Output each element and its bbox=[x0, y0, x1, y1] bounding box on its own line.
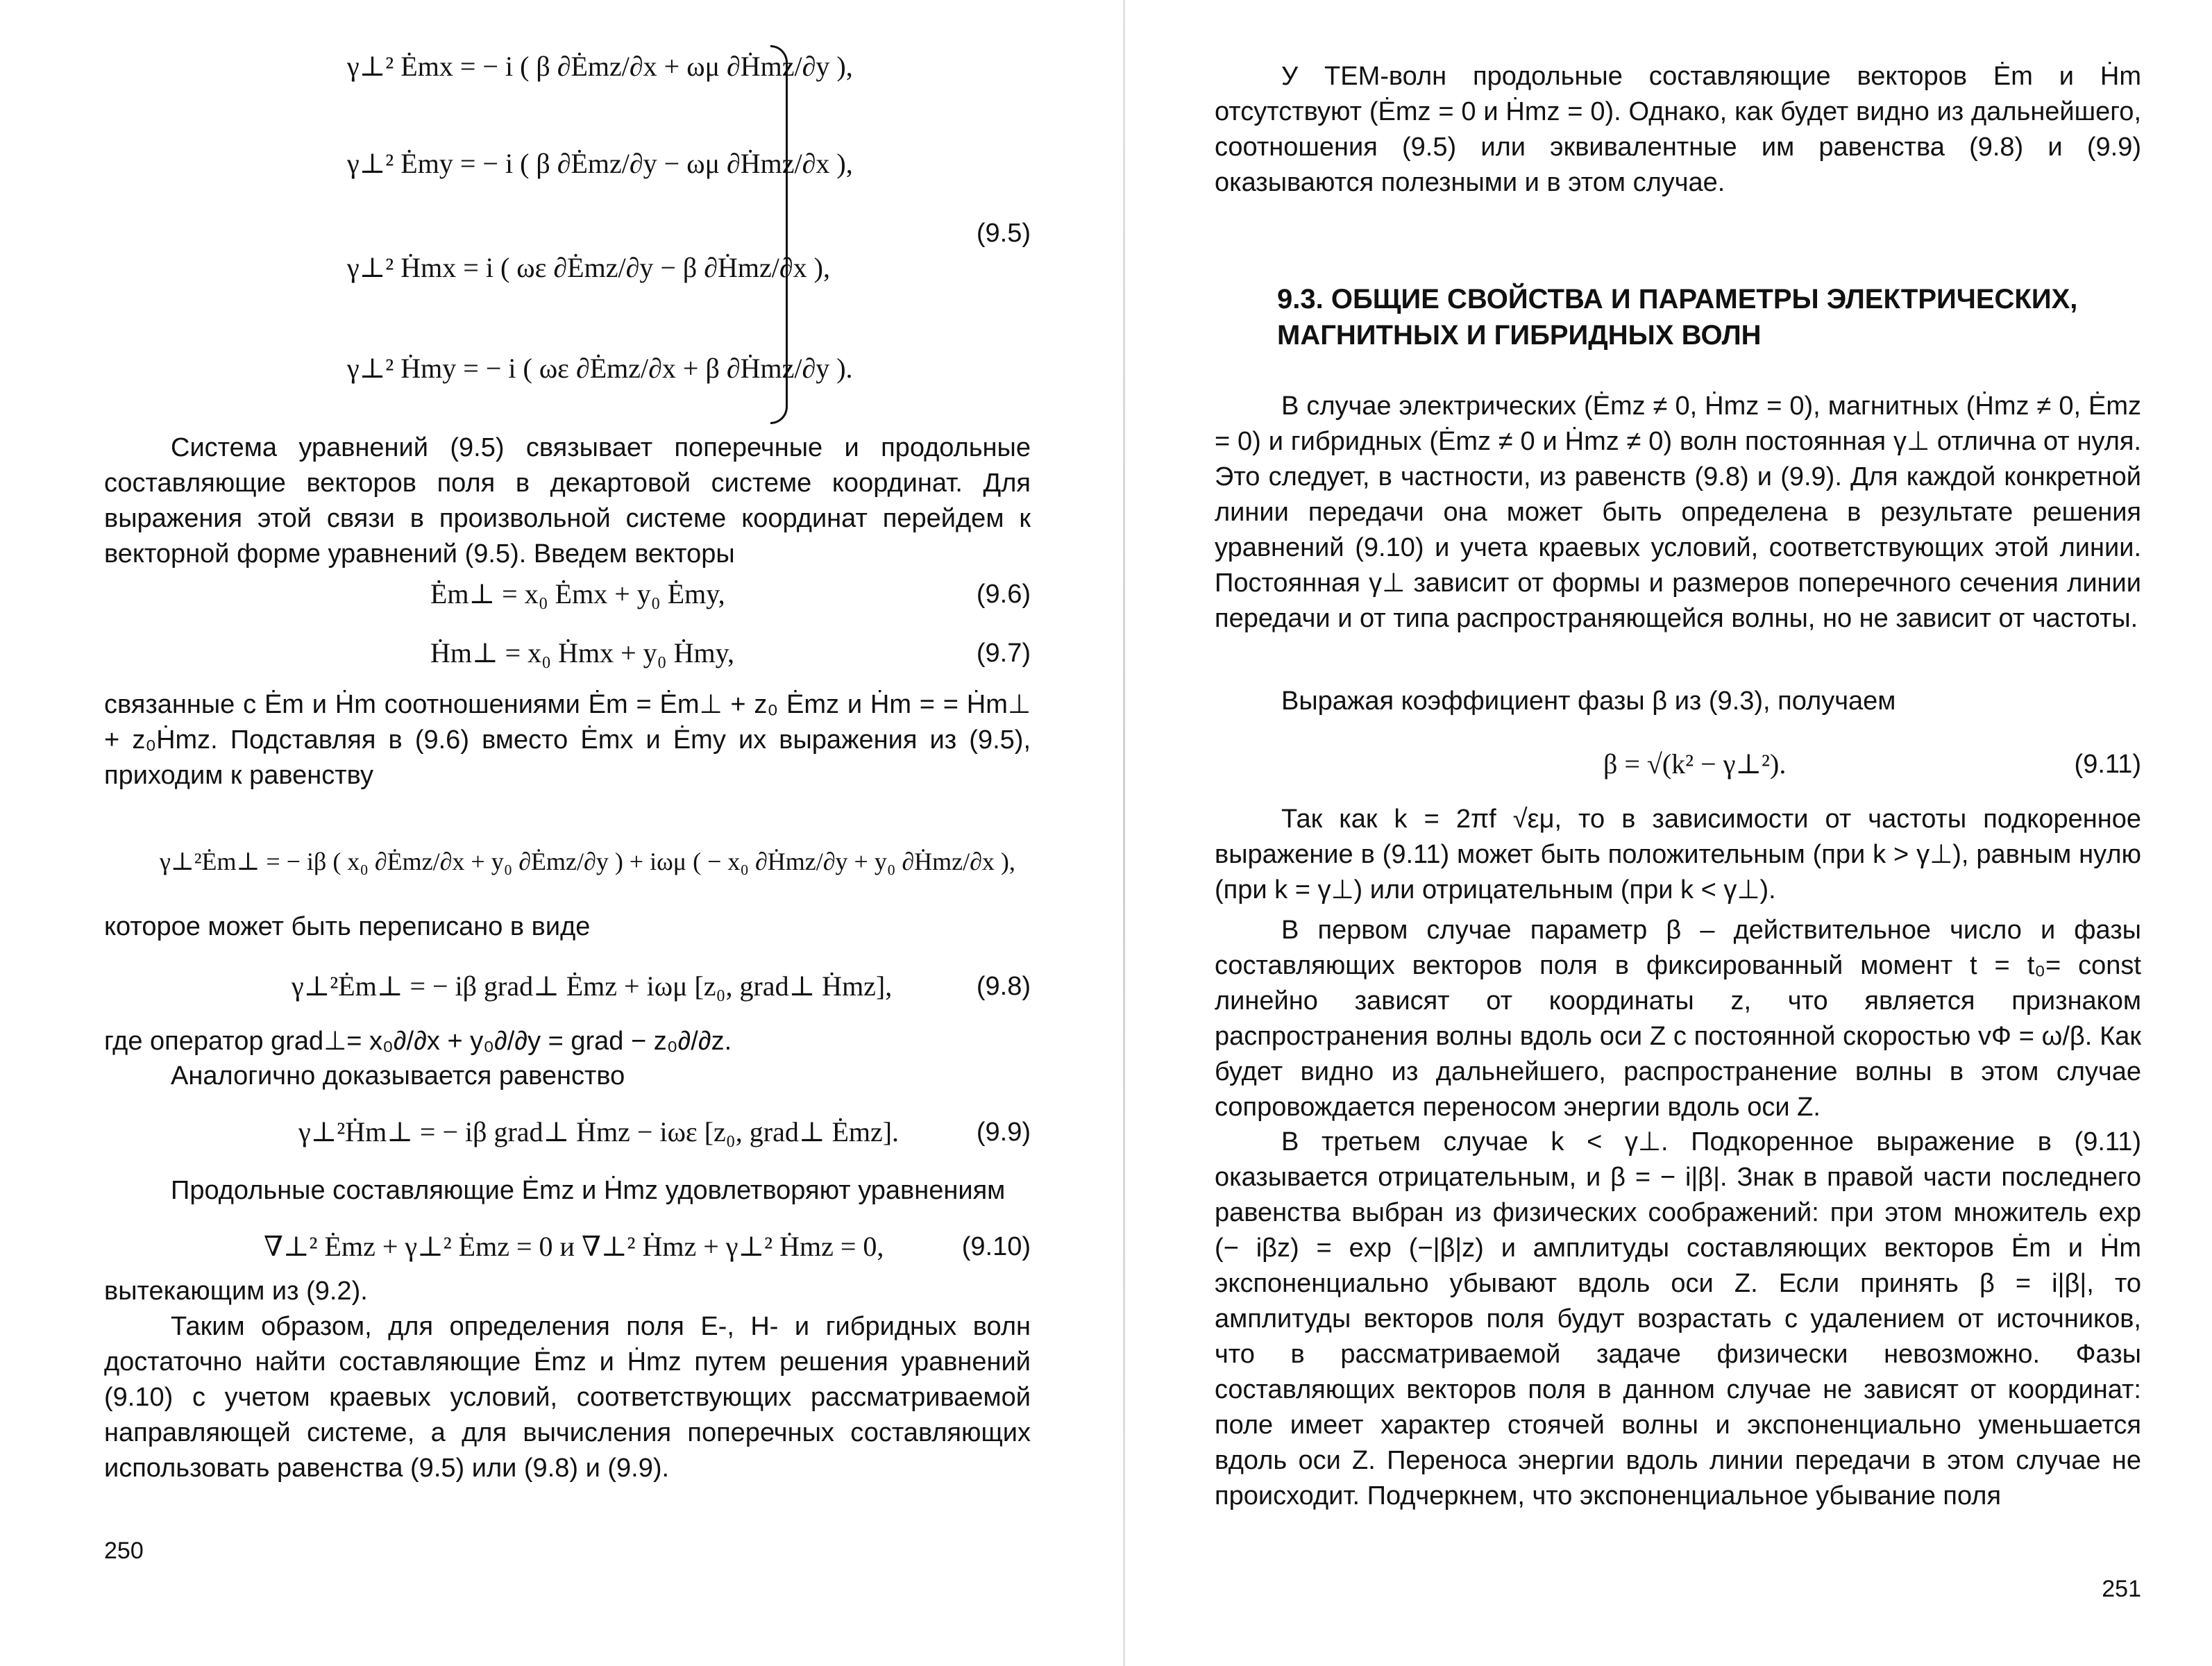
equation-9-11: β = √(k² − γ⊥²). bbox=[1603, 748, 1787, 780]
equation-9-9: γ⊥²Ḣm⊥ = − iβ grad⊥ Ḣmz − iωε [z₀, grad⊥ Ėmz]. bbox=[298, 1116, 900, 1147]
page-number-left: 250 bbox=[104, 1538, 144, 1564]
paragraph-longitudinal: Продольные составляющие Ėmz и Ḣmz удовлетворяют уравнениям bbox=[171, 1176, 1006, 1205]
section-heading-line-2: МАГНИТНЫХ И ГИБРИДНЫХ ВОЛН bbox=[1277, 320, 1762, 351]
paragraph-wave-types: В случае электрических (Ėmz ≠ 0, Ḣmz = 0), магнитных (Ḣmz ≠ 0, Ėmz = 0) и гибридных (Ėmz ≠ 0 и Ḣmz ≠ 0) волн постоянная γ⊥ отлична от нуля. Это следует, в частности, из равенств (9.8) и (9.9). Для каждой конкретной линии передачи она может быть определена в результате решения уравнений (9.10) и учета краевых условий, соответствующих этой линии. Постоянная γ⊥ зависит от формы и размеров поперечного сечения линии передачи и от типа распространяющейся волны, но не зависит от частоты. bbox=[1215, 392, 2141, 633]
paragraph-rewritten: которое может быть переписано в виде bbox=[104, 912, 591, 941]
paragraph-similarly: Аналогично доказывается равенство bbox=[171, 1061, 625, 1091]
equation-number-9-5: (9.5) bbox=[976, 219, 1031, 248]
equation-number-9-9: (9.9) bbox=[976, 1118, 1031, 1147]
paragraph-frequency-dependence: Так как k = 2πf √εμ, то в зависимости от частоты подкоренное выражение в (9.11) может быть положительным (при k > γ⊥), равным нулю (при k = γ⊥) или отрицательным (при k < γ⊥). bbox=[1215, 805, 2141, 904]
equation-9-6: Ėm⊥ = x₀ Ėmx + y₀ Ėmy, bbox=[430, 578, 725, 609]
equation-number-9-11: (9.11) bbox=[2074, 750, 2141, 779]
system-brace bbox=[770, 45, 788, 424]
page-number-right: 251 bbox=[2102, 1576, 2141, 1602]
equation-9-10: ∇⊥² Ėmz + γ⊥² Ėmz = 0 и ∇⊥² Ḣmz + γ⊥² Ḣmz = 0, bbox=[264, 1231, 884, 1262]
section-heading-line-1: 9.3. ОБЩИЕ СВОЙСТВА И ПАРАМЕТРЫ ЭЛЕКТРИЧЕСКИХ, bbox=[1277, 284, 2078, 314]
paragraph-third-case: В третьем случае k < γ⊥. Подкоренное выражение в (9.11) оказывается отрицательным, и β = − i|β|. Знак в правой части последнего равенства выбран из физических соображений: при этом множитель exp (− iβz) = exp (−|β|z) и амплитуды составляющих векторов Ėm и Ḣm экспоненциально убывают вдоль оси Z. Если принять β = i|β|, то амплитуды векторов поля будут возрастать с удалением от источников, что в рассматриваемой задаче физически невозможно. Фазы составляющих векторов поля в данном случае не зависят от координат: поле имеет характер стоячей волны и экспоненциально уменьшается вдоль оси Z. Переноса энергии вдоль линии передачи в этом случае не происходит. Подчеркнем, что экспоненциальное убывание поля bbox=[1215, 1127, 2141, 1511]
paragraph-following-from: вытекающим из (9.2). bbox=[104, 1277, 368, 1306]
book-gutter bbox=[1123, 0, 1125, 1666]
equation-number-9-10: (9.10) bbox=[961, 1232, 1031, 1261]
equation-number-9-7: (9.7) bbox=[976, 639, 1031, 668]
equation-number-9-8: (9.8) bbox=[976, 972, 1031, 1001]
system-eq-line-2: γ⊥² Ėmy = − i ( β ∂Ėmz/∂y − ωμ ∂Ḣmz/∂x ), bbox=[347, 148, 853, 179]
system-eq-line-4: γ⊥² Ḣmy = − i ( ωε ∂Ėmz/∂x + β ∂Ḣmz/∂y ). bbox=[347, 353, 853, 384]
paragraph-first-case: В первом случае параметр β – действительное число и фазы составляющих векторов поля в фиксированный момент t = t₀= const линейно зависят от координаты z, что является признаком распространения волны вдоль оси Z с постоянной скоростью vФ = ω/β. Как будет видно из дальнейшего, распространение волны в этом случае сопровождается переносом энергии вдоль оси Z. bbox=[1215, 916, 2141, 1122]
paragraph-grad-operator: где оператор grad⊥= x₀∂/∂x + y₀∂/∂y = grad − z₀∂/∂z. bbox=[104, 1027, 732, 1056]
paragraph-related-vectors: связанные с Ėm и Ḣm соотношениями Ėm = Ėm⊥ + z₀ Ėmz и Ḣm = = Ḣm⊥ + z₀Ḣmz. Подставляя в (9.6) вместо Ėmx и Ėmy их выражения из (9.5), приходим к равенству bbox=[104, 690, 1031, 790]
right-page bbox=[1215, 0, 2141, 1666]
equation-number-9-6: (9.6) bbox=[976, 580, 1031, 609]
left-page bbox=[104, 0, 1031, 1666]
paragraph-tem-waves: У TEM-волн продольные составляющие векторов Ėm и Ḣm отсутствуют (Ėmz = 0 и Ḣmz = 0). Однако, как будет видно из дальнейшего, соотношения (9.5) или эквивалентные им равенства (9.8) и (9.9) оказываются полезными и в этом случае. bbox=[1215, 62, 2141, 197]
paragraph-conclusion: Таким образом, для определения поля E-, H- и гибридных волн достаточно найти составляющие Ėmz и Ḣmz путем решения уравнений (9.10) с учетом краевых условий, соответствующих рассматриваемой направляющей системе, а для вычисления поперечных составляющих использовать равенства (9.5) или (9.8) и (9.9). bbox=[104, 1312, 1031, 1483]
system-eq-line-3: γ⊥² Ḣmx = i ( ωε ∂Ėmz/∂y − β ∂Ḣmz/∂x ), bbox=[347, 252, 830, 283]
paragraph-phase-coefficient: Выражая коэффициент фазы β из (9.3), получаем bbox=[1281, 687, 1896, 716]
equation-9-8: γ⊥²Ėm⊥ = − iβ grad⊥ Ėmz + iωμ [z₀, grad⊥ Ḣmz], bbox=[292, 970, 893, 1002]
equation-long-substitution: γ⊥²Ėm⊥ = − iβ ( x₀ ∂Ėmz/∂x + y₀ ∂Ėmz/∂y ) + iωμ ( − x₀ ∂Ḣmz/∂y + y₀ ∂Ḣmz/∂x ), bbox=[160, 848, 1015, 875]
system-eq-line-1: γ⊥² Ėmx = − i ( β ∂Ėmz/∂x + ωμ ∂Ḣmz/∂y ), bbox=[347, 51, 853, 82]
equation-9-7: Ḣm⊥ = x₀ Ḣmx + y₀ Ḣmy, bbox=[430, 637, 735, 668]
paragraph-system-description: Система уравнений (9.5) связывает поперечные и продольные составляющие векторов поля в декартовой системе координат. Для выражения этой связи в произвольной системе координат перейдем к векторной форме уравнений (9.5). Введем векторы bbox=[104, 433, 1031, 569]
